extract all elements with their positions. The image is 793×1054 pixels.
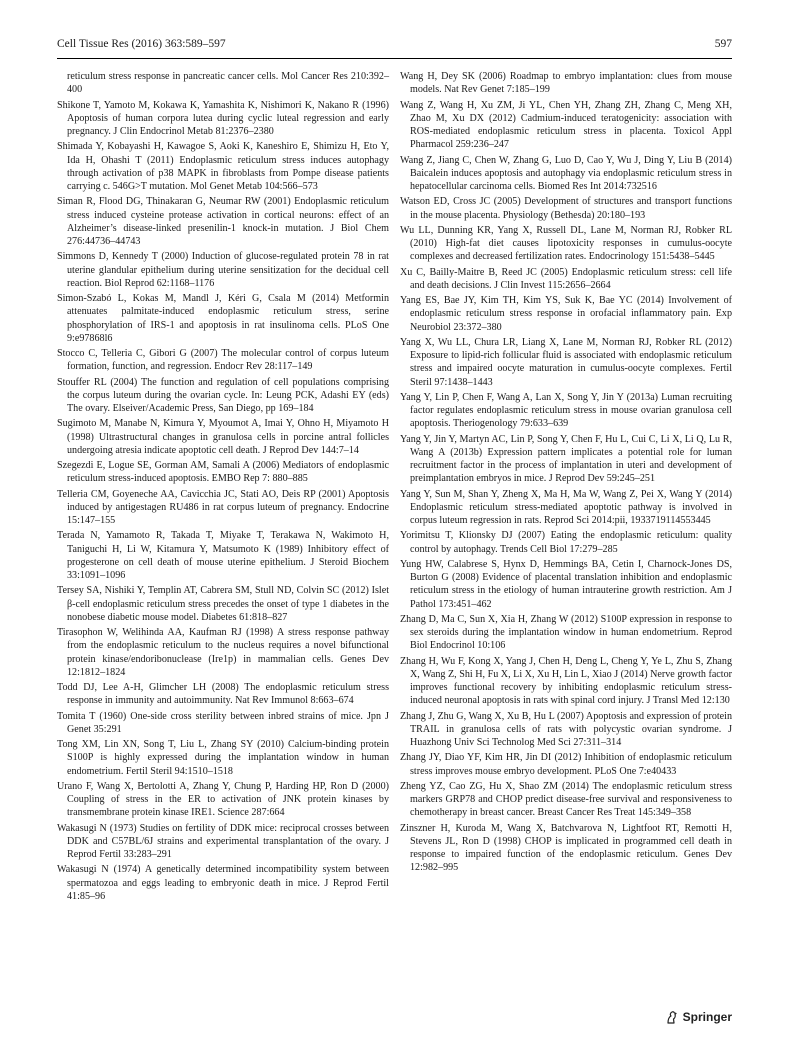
reference-entry: Yang Y, Lin P, Chen F, Wang A, Lan X, Song Y, Jin Y (2013a) Luman recruiting factor regulates endoplasmic reticulum stress in mouse ovarian granulosa cell apoptosis. Theriogenology 79:633–639 bbox=[400, 391, 732, 430]
running-header bbox=[57, 36, 732, 52]
reference-entry: Yang X, Wu LL, Chura LR, Liang X, Lane M, Norman RJ, Robker RL (2012) Exposure to lipid-rich follicular fluid is associated with endoplasmic reticulum stress and impaired oocyte maturation in cumulus-oocyte complexes. Fertil Steril 97:1438–1443 bbox=[400, 336, 732, 388]
header-rule bbox=[57, 58, 732, 59]
reference-entry: Telleria CM, Goyeneche AA, Cavicchia JC, Stati AO, Deis RP (2001) Apoptosis induced by antigestagen RU486 in rat corpus luteum of pregnancy. Endocrine 15:147–155 bbox=[57, 488, 389, 526]
reference-entry: Tomita T (1960) One-side cross sterility between inbred strains of mice. Jpn J Genet 35:291 bbox=[57, 710, 389, 735]
reference-entry: Stocco C, Telleria C, Gibori G (2007) The molecular control of corpus luteum formation, function, and regression. Endocr Rev 28:117–149 bbox=[57, 348, 389, 373]
reference-entry: Yang Y, Jin Y, Martyn AC, Lin P, Song Y, Chen F, Hu L, Cui C, Li X, Li Q, Lu R, Wang A (2013b) Expression pattern implicates a potential role for luman recruitment factor in the process of implantation in uteri and development of preimplantation embryos in mice. J Reprod Dev 59:245–251 bbox=[400, 433, 732, 485]
reference-entry: Watson ED, Cross JC (2005) Development of structures and transport functions in the mouse placenta. Physiology (Bethesda) 20:180–193 bbox=[400, 196, 732, 221]
reference-entry: Zhang D, Ma C, Sun X, Xia H, Zhang W (2012) S100P expression in response to sex steroids during the implantation window in human endometrium. Reprod Biol Endocrinol 10:106 bbox=[400, 613, 732, 652]
reference-entry: Simon-Szabó L, Kokas M, Mandl J, Kéri G, Csala M (2014) Metformin attenuates palmitate-induced endoplasmic reticulum stress, serine phosphorylation of IRS-1 and apoptosis in rat insulinoma cells. PLoS One 9:e97868l6 bbox=[57, 293, 389, 344]
publisher-logo bbox=[665, 1009, 732, 1025]
reference-entry: Tong XM, Lin XN, Song T, Liu L, Zhang SY (2010) Calcium-binding protein S100P is highly expressed during the implantation window in human endometrium. Fertil Steril 94:1510–1518 bbox=[57, 739, 389, 777]
reference-entry: Urano F, Wang X, Bertolotti A, Zhang Y, Chung P, Harding HP, Ron D (2000) Coupling of stress in the ER to activation of JNK protein kinases by transmembrane protein kinase IRE1. Science 287:664 bbox=[57, 780, 389, 819]
references-left-column bbox=[57, 70, 389, 905]
publisher-name: Springer bbox=[682, 1010, 732, 1024]
reference-entry: Wakasugi N (1973) Studies on fertility of DDK mice: reciprocal crosses between DDK and C57BL/6J strains and experimental transplantation of the ovary. J Reprod Fertil 33:283–291 bbox=[57, 822, 389, 860]
reference-entry: Yang ES, Bae JY, Kim TH, Kim YS, Suk K, Bae YC (2014) Involvement of endoplasmic reticulum stress response in orofacial inflammatory pain. Exp Neurobiol 23:372–380 bbox=[400, 295, 732, 333]
reference-entry: Wang Z, Wang H, Xu ZM, Ji YL, Chen YH, Zhang ZH, Zhang C, Meng XH, Zhao M, Xu DX (2012) Cadmium-induced teratogenicity: association with ROS-mediated endoplasmic reticulum stress in placenta. Toxicol Appl Pharmacol 259:236–247 bbox=[400, 99, 732, 151]
reference-entry: Stouffer RL (2004) The function and regulation of cell populations comprising the corpus luteum during the ovarian cycle. In: Leung PCK, Adashi EY (eds) The ovary. Elseiver/Academic Press, San Diego, pp 169–184 bbox=[57, 376, 389, 414]
reference-entry: Zheng YZ, Cao ZG, Hu X, Shao ZM (2014) The endoplasmic reticulum stress markers GRP78 and CHOP predict disease-free survival and responsiveness to chemotherapy in breast cancer. Breast Cancer Res Treat 145:349–358 bbox=[400, 780, 732, 819]
reference-entry: Yorimitsu T, Klionsky DJ (2007) Eating the endoplasmic reticulum: quality control by autophagy. Trends Cell Biol 17:279–285 bbox=[400, 530, 732, 555]
reference-entry: Tirasophon W, Welihinda AA, Kaufman RJ (1998) A stress response pathway from the endoplasmic reticulum to the nucleus requires a novel bifunctional protein kinase/endoribonuclease (Ire1p) in mammalian cells. Genes Dev 12:1812–1824 bbox=[57, 627, 389, 678]
reference-entry: Zhang JY, Diao YF, Kim HR, Jin DI (2012) Inhibition of endoplasmic reticulum stress improves mouse embryo development. PLoS One 7:e40433 bbox=[400, 752, 732, 777]
reference-entry: Wakasugi N (1974) A genetically determined incompatibility system between spermatozoa and eggs leading to embryonic death in mice. J Reprod Fertil 41:85–96 bbox=[57, 864, 389, 902]
reference-entry: Yung HW, Calabrese S, Hynx D, Hemmings BA, Cetin I, Charnock-Jones DS, Burton G (2008) Evidence of placental translation inhibition and endoplasmic reticulum stress in the etiology of human intrauterine growth restriction. Am J Pathol 173:451–462 bbox=[400, 558, 732, 610]
references-right-column bbox=[400, 70, 732, 877]
reference-entry: Simmons D, Kennedy T (2000) Induction of glucose-regulated protein 78 in rat uterine glandular epithelium during uterine sensitization for the decidual cell reaction. Biol Reprod 62:1168–1176 bbox=[57, 251, 389, 289]
reference-entry: Wu LL, Dunning KR, Yang X, Russell DL, Lane M, Norman RJ, Robker RL (2010) High-fat diet causes lipotoxicity responses in cumulus-oocyte complexes and decreased fertilization rates. Endocrinology 151:5438–5445 bbox=[400, 224, 732, 263]
reference-entry: Sugimoto M, Manabe N, Kimura Y, Myoumot A, Imai Y, Ohno H, Miyamoto H (1998) Ultrastructural changes in granulosa cells in porcine antral follicles undergoing atresia indicate apoptotic cell death. J Reprod Dev 144:7–14 bbox=[57, 418, 389, 456]
reference-entry: Terada N, Yamamoto R, Takada T, Miyake T, Terakawa N, Wakimoto H, Taniguchi H, Li W, Kitamura Y, Matsumoto K (1989) Inhibitory effect of progesterone on cell death of mouse uterine epithelium. J Steroid Biochem 33:1091–1096 bbox=[57, 530, 389, 581]
reference-entry: reticulum stress response in pancreatic cancer cells. Mol Cancer Res 210:392–400 bbox=[67, 71, 389, 96]
reference-entry: Tersey SA, Nishiki Y, Templin AT, Cabrera SM, Stull ND, Colvin SC (2012) Islet β-cell endoplasmic reticulum stress precedes the onset of type 1 diabetes in the nonobese diabetic mouse model. Diabetes 61:818–827 bbox=[57, 585, 389, 623]
springer-horse-icon bbox=[665, 1010, 679, 1024]
reference-entry: Zhang H, Wu F, Kong X, Yang J, Chen H, Deng L, Cheng Y, Ye L, Zhu S, Zhang X, Wang Z, Shi H, Fu X, Li X, Xu H, Lin L, Xiao J (2014) Nerve growth factor improves functional recovery by inhibiting endoplasmic reticulum stress-induced neuronal apoptosis in rats with spinal cord injury. J Transl Med 12:130 bbox=[400, 655, 732, 707]
reference-entry: Wang Z, Jiang C, Chen W, Zhang G, Luo D, Cao Y, Wu J, Ding Y, Liu B (2014) Baicalein induces apoptosis and autophagy via endoplasmic reticulum stress in hepatocellular carcinoma cells. Biomed Res Int 2014:732516 bbox=[400, 154, 732, 192]
reference-entry: Wang H, Dey SK (2006) Roadmap to embryo implantation: clues from mouse models. Nat Rev Genet 7:185–199 bbox=[400, 71, 732, 96]
reference-entry: Todd DJ, Lee A-H, Glimcher LH (2008) The endoplasmic reticulum stress response in immunity and autoimmunity. Nat Rev Immunol 8:663–674 bbox=[57, 682, 389, 707]
reference-entry: Shikone T, Yamoto M, Kokawa K, Yamashita K, Nishimori K, Nakano R (1996) Apoptosis of human corpora lutea during cyclic luteal regression and early pregnancy. J Clin Endocrinol Metab 81:2376–2380 bbox=[57, 99, 389, 137]
reference-entry: Szegezdi E, Logue SE, Gorman AM, Samali A (2006) Mediators of endoplasmic reticulum stress-induced apoptosis. EMBO Rep 7: 880–885 bbox=[57, 460, 389, 485]
reference-entry: Zinszner H, Kuroda M, Wang X, Batchvarova N, Lightfoot RT, Remotti H, Stevens JL, Ron D (1998) CHOP is implicated in programmed cell death in response to impaired function of the endoplasmic reticulum. Genes Dev 12:982–995 bbox=[400, 822, 732, 874]
journal-citation: Cell Tissue Res (2016) 363:589–597 bbox=[57, 38, 226, 50]
reference-entry: Xu C, Bailly-Maitre B, Reed JC (2005) Endoplasmic reticulum stress: cell life and death decisions. J Clin Invest 115:2656–2664 bbox=[400, 266, 732, 291]
reference-entry: Yang Y, Sun M, Shan Y, Zheng X, Ma H, Ma W, Wang Z, Pei X, Wang Y (2014) Endoplasmic reticulum stress-mediated apoptotic pathway is involved in corpus luteum regression in rats. Reprod Sci 2014:pii, 1933719114553445 bbox=[400, 488, 732, 526]
page-number: 597 bbox=[714, 38, 732, 50]
reference-entry: Siman R, Flood DG, Thinakaran G, Neumar RW (2001) Endoplasmic reticulum stress induced cysteine protease activation in cortical neurons: effect of an Alzheimer’s disease-linked presenilin-1 knock-in mutation. J Biol Chem 276:44736–44743 bbox=[57, 196, 389, 247]
reference-entry: Zhang J, Zhu G, Wang X, Xu B, Hu L (2007) Apoptosis and expression of protein TRAIL in granulosa cells of rats with polycystic ovarian syndrome. J Huazhong Univ Sci Technolog Med Sci 27:311–314 bbox=[400, 710, 732, 748]
reference-entry: Shimada Y, Kobayashi H, Kawagoe S, Aoki K, Kaneshiro E, Shimizu H, Eto Y, Ida H, Ohashi T (2011) Endoplasmic reticulum stress induces autophagy through activation of p38 MAPK in fibroblasts from Pompe disease patients carrying c. 546G>T mutation. Mol Genet Metab 104:566–573 bbox=[57, 141, 389, 192]
